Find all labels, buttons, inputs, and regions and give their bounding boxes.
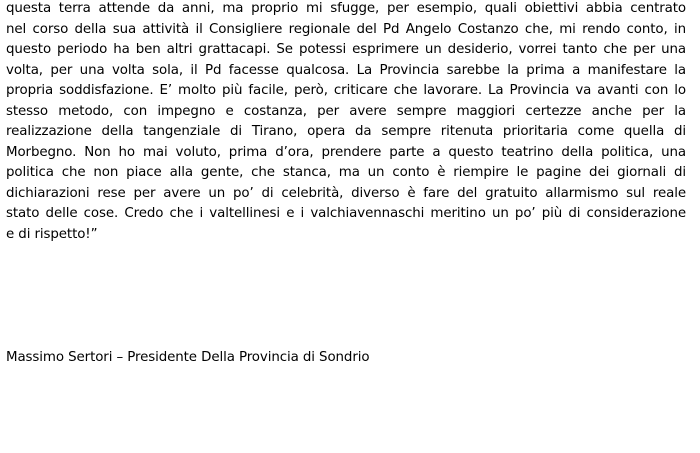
text-line: dichiarazioni rese per avere un po’ di celebrità, diverso è fare del gratuito allarmismo sul reale [6,185,686,201]
text-line: stesso metodo, con impegno e costanza, per avere sempre maggiori certezze anche per la [6,103,686,119]
text-line: questa terra attende da anni, ma proprio mi sfugge, per esempio, quali obiettivi abbia centrato [6,1,686,16]
text-line: Morbegno. Non ho mai voluto, prima d’ora, prendere parte a questo teatrino della politica, una [6,144,686,160]
text-line: realizzazione della tangenziale di Tirano, opera da sempre ritenuta prioritaria come quella di [6,124,686,139]
body-paragraph [6,0,686,245]
text-line: e di rispetto!” [6,226,98,242]
signature: Massimo Sertori – Presidente Della Provincia di Sondrio [6,350,370,365]
text-line: propria soddisfazione. E’ molto più facile, però, criticare che lavorare. La Provincia va avanti con lo [6,83,686,98]
text-line: nel corso della sua attività il Consigliere regionale del Pd Angelo Costanzo che, mi rendo conto, in [6,21,686,37]
text-line: questo periodo ha ben altri grattacapi. Se potessi esprimere un desiderio, vorrei tanto che per una [6,42,686,57]
text-line: stato delle cose. Credo che i valtellinesi e i valchiavennaschi meritino un po’ più di considerazione [6,206,686,221]
text-line: politica che non piace alla gente, che stanca, ma un conto è riempire le pagine dei giornali di [6,165,686,180]
text-line: volta, per una volta sola, il Pd facesse qualcosa. La Provincia sarebbe la prima a manifestare la [6,62,686,78]
